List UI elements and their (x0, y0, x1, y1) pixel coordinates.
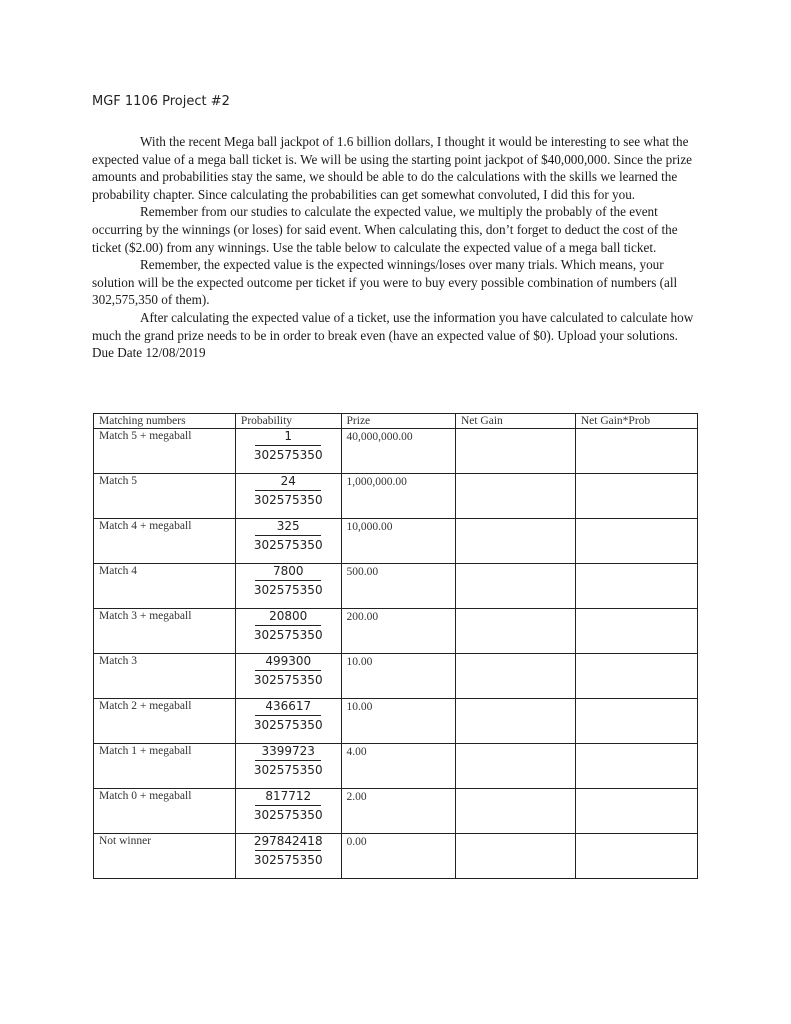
probability-denominator: 302575350 (253, 583, 323, 597)
net-gain-cell[interactable] (455, 519, 575, 564)
match-label-cell (94, 564, 236, 609)
fraction-bar (255, 535, 321, 536)
probability-fraction (241, 609, 336, 643)
probability-cell (235, 609, 341, 654)
paragraph-break-even: After calculating the expected value of a ticket, use the information you have calculated to calculate how much the grand prize needs to be in order to break even (have an expected value of $0). Upload your solutions. Due Date 12/08/2019 (92, 309, 694, 361)
table-row (94, 744, 698, 789)
net-gain-cell[interactable] (455, 474, 575, 519)
probability-cell (235, 654, 341, 699)
match-label-cell (94, 474, 236, 519)
probability-cell (235, 834, 341, 879)
fraction-bar (255, 580, 321, 581)
prize-value: 4.00 (346, 746, 367, 758)
table-row (94, 834, 698, 879)
fraction-bar (255, 670, 321, 671)
probability-fraction (241, 429, 336, 463)
match-label-cell (94, 744, 236, 789)
prize-value: 1,000,000.00 (346, 476, 407, 488)
table-row (94, 654, 698, 699)
probability-denominator: 302575350 (253, 763, 323, 777)
net-gain-cell[interactable] (455, 699, 575, 744)
match-label: Match 3 + megaball (99, 610, 192, 622)
match-label-cell (94, 609, 236, 654)
probability-denominator: 302575350 (253, 673, 323, 687)
table-row (94, 429, 698, 474)
probability-fraction (241, 789, 336, 823)
probability-numerator: 3399723 (261, 744, 315, 758)
probability-numerator: 325 (276, 519, 300, 533)
fraction-bar (255, 445, 321, 446)
probability-numerator: 499300 (265, 654, 312, 668)
net-gain-prob-cell[interactable] (575, 789, 697, 834)
match-label: Not winner (99, 835, 152, 847)
prize-cell (341, 834, 455, 879)
net-gain-prob-cell[interactable] (575, 519, 697, 564)
header-matching-numbers: Matching numbers (94, 414, 236, 429)
probability-denominator: 302575350 (253, 718, 323, 732)
prize-cell (341, 564, 455, 609)
fraction-bar (255, 490, 321, 491)
probability-fraction (241, 834, 336, 868)
header-probability: Probability (235, 414, 341, 429)
table-row (94, 699, 698, 744)
match-label: Match 5 + megaball (99, 430, 192, 442)
prize-cell (341, 429, 455, 474)
match-label: Match 1 + megaball (99, 745, 192, 757)
prize-value: 200.00 (346, 611, 379, 623)
prize-cell (341, 699, 455, 744)
net-gain-cell[interactable] (455, 429, 575, 474)
probability-numerator: 297842418 (253, 834, 323, 848)
prize-value: 10.00 (346, 656, 373, 668)
probability-fraction (241, 474, 336, 508)
prize-value: 0.00 (346, 836, 367, 848)
probability-numerator: 436617 (265, 699, 312, 713)
fraction-bar (255, 715, 321, 716)
probability-fraction (241, 564, 336, 598)
fraction-bar (255, 805, 321, 806)
probability-numerator: 1 (284, 429, 293, 443)
probability-table (93, 413, 698, 879)
probability-denominator: 302575350 (253, 538, 323, 552)
header-prize: Prize (341, 414, 455, 429)
match-label: Match 4 (99, 565, 138, 577)
paragraph-expected-value: Remember from our studies to calculate the expected value, we multiply the probably of the event occurring by the winnings (or loses) for said event. When calculating this, don’t forget to deduct the cost of the ticket ($2.00) from any winnings. Use the table below to calculate the expected value of a mega ball ticket. (92, 204, 678, 255)
net-gain-cell[interactable] (455, 744, 575, 789)
net-gain-cell[interactable] (455, 789, 575, 834)
header-net-gain-prob: Net Gain*Prob (575, 414, 697, 429)
prize-cell (341, 609, 455, 654)
prize-value: 10.00 (346, 701, 373, 713)
net-gain-cell[interactable] (455, 654, 575, 699)
table-row (94, 474, 698, 519)
probability-numerator: 7800 (272, 564, 304, 578)
net-gain-cell[interactable] (455, 609, 575, 654)
match-label: Match 4 + megaball (99, 520, 192, 532)
net-gain-prob-cell[interactable] (575, 609, 697, 654)
probability-denominator: 302575350 (253, 448, 323, 462)
prize-cell (341, 744, 455, 789)
probability-fraction (241, 699, 336, 733)
probability-numerator: 24 (280, 474, 296, 488)
probability-cell (235, 519, 341, 564)
probability-fraction (241, 744, 336, 778)
probability-numerator: 20800 (269, 609, 308, 623)
match-label: Match 3 (99, 655, 138, 667)
net-gain-prob-cell[interactable] (575, 564, 697, 609)
prize-cell (341, 474, 455, 519)
probability-denominator: 302575350 (253, 808, 323, 822)
match-label: Match 5 (99, 475, 138, 487)
probability-denominator: 302575350 (253, 853, 323, 867)
net-gain-prob-cell[interactable] (575, 699, 697, 744)
net-gain-prob-cell[interactable] (575, 834, 697, 879)
probability-numerator: 817712 (265, 789, 312, 803)
table-header-row (94, 414, 698, 429)
table-row (94, 564, 698, 609)
net-gain-cell[interactable] (455, 834, 575, 879)
page-title: MGF 1106 Project #2 (92, 94, 230, 109)
match-label-cell (94, 789, 236, 834)
assignment-instructions (92, 133, 696, 362)
probability-cell (235, 474, 341, 519)
match-label: Match 2 + megaball (99, 700, 192, 712)
prize-cell (341, 519, 455, 564)
table-row (94, 519, 698, 564)
paragraph-intro: With the recent Mega ball jackpot of 1.6 billion dollars, I thought it would be interesting to see what the expected value of a mega ball ticket is. We will be using the starting point jackpot of $40,000,000. Since the prize amounts and probabilities stay the same, we should be able to do the calculations with the skills we learned the probability chapter. Since calculating the probabilities can get somewhat convoluted, I did this for you. (92, 134, 693, 202)
probability-cell (235, 744, 341, 789)
fraction-bar (255, 760, 321, 761)
prize-value: 40,000,000.00 (346, 431, 413, 443)
probability-cell (235, 699, 341, 744)
fraction-bar (255, 625, 321, 626)
fraction-bar (255, 850, 321, 851)
net-gain-prob-cell[interactable] (575, 744, 697, 789)
paragraph-remember: Remember, the expected value is the expected winnings/loses over many trials. Which means, your solution will be the expected outcome per ticket if you were to buy every possible combination of numbers (all 302,575,350 of them). (92, 257, 678, 308)
probability-fraction (241, 519, 336, 553)
match-label-cell (94, 654, 236, 699)
probability-denominator: 302575350 (253, 628, 323, 642)
probability-fraction (241, 654, 336, 688)
header-net-gain: Net Gain (455, 414, 575, 429)
match-label-cell (94, 699, 236, 744)
prize-value: 2.00 (346, 791, 367, 803)
net-gain-cell[interactable] (455, 564, 575, 609)
probability-cell (235, 789, 341, 834)
net-gain-prob-cell[interactable] (575, 429, 697, 474)
match-label-cell (94, 834, 236, 879)
table-row (94, 609, 698, 654)
prize-cell (341, 654, 455, 699)
probability-denominator: 302575350 (253, 493, 323, 507)
match-label-cell (94, 519, 236, 564)
prize-cell (341, 789, 455, 834)
match-label: Match 0 + megaball (99, 790, 192, 802)
probability-cell (235, 564, 341, 609)
net-gain-prob-cell[interactable] (575, 474, 697, 519)
prize-value: 10,000.00 (346, 521, 393, 533)
match-label-cell (94, 429, 236, 474)
net-gain-prob-cell[interactable] (575, 654, 697, 699)
table-row (94, 789, 698, 834)
prize-value: 500.00 (346, 566, 379, 578)
probability-cell (235, 429, 341, 474)
